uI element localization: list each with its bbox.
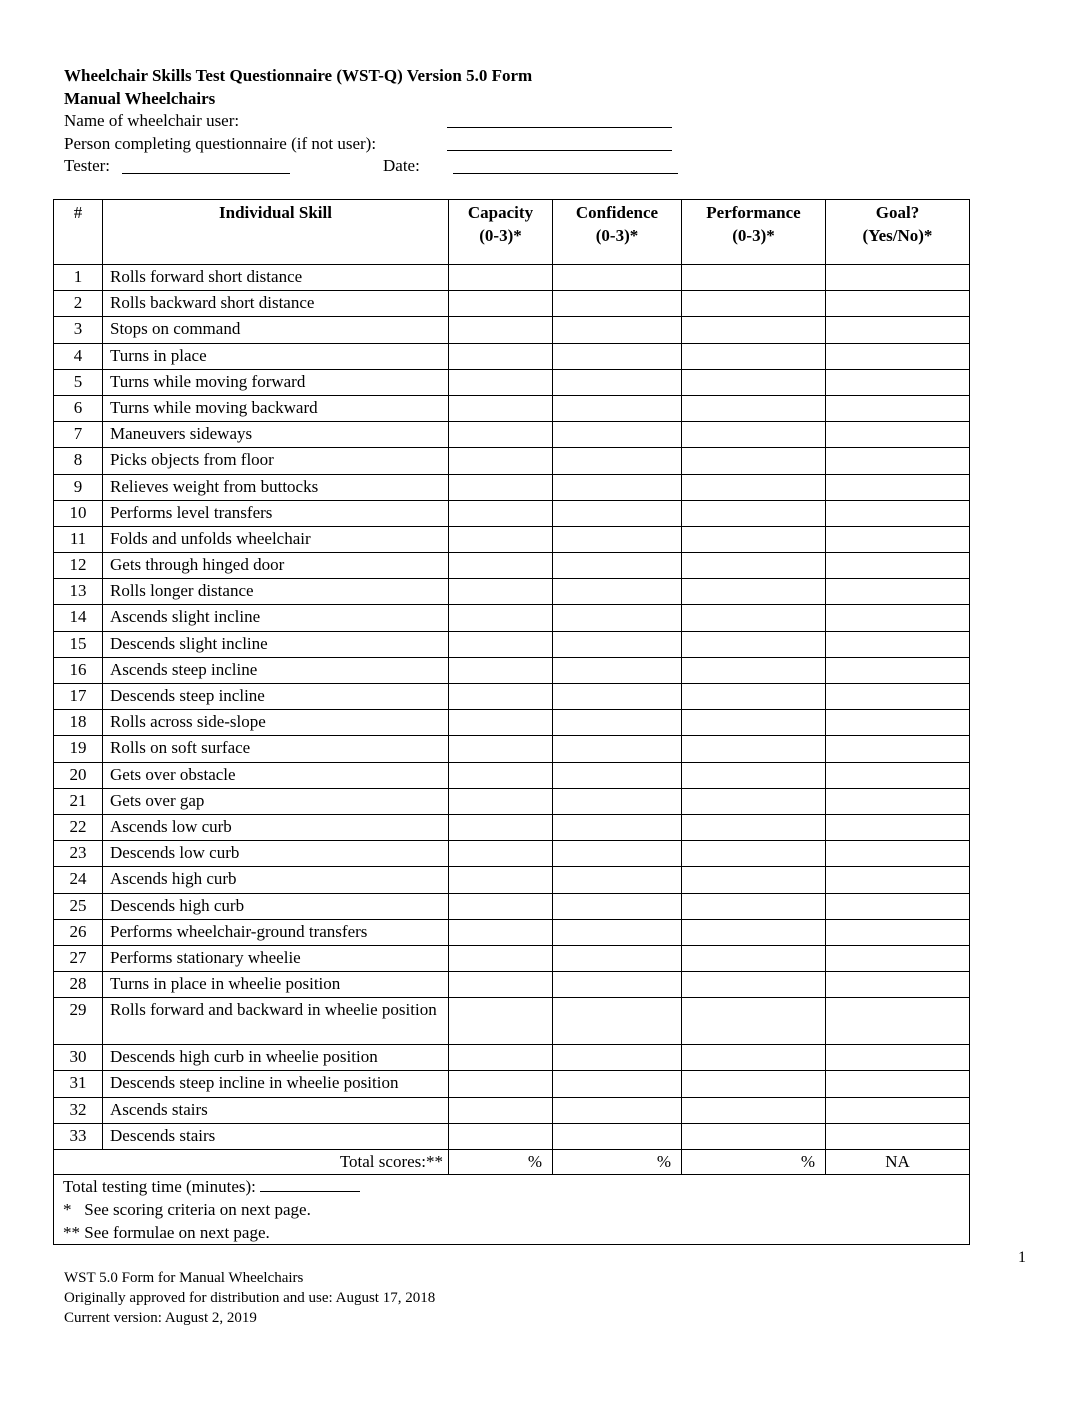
capacity-cell[interactable] (449, 553, 553, 579)
capacity-cell[interactable] (449, 1123, 553, 1149)
performance-cell[interactable] (682, 919, 826, 945)
date-label: Date: (383, 156, 420, 175)
capacity-cell[interactable] (449, 343, 553, 369)
goal-cell[interactable] (826, 762, 970, 788)
note-formulae: ** See formulae on next page. (63, 1223, 270, 1242)
skill-name: Folds and unfolds wheelchair (103, 526, 449, 552)
performance-cell[interactable] (682, 369, 826, 395)
skill-name: Ascends steep incline (103, 657, 449, 683)
table-row (54, 1123, 970, 1149)
table-row (54, 474, 970, 500)
confidence-cell[interactable] (553, 657, 682, 683)
skill-name: Relieves weight from buttocks (103, 474, 449, 500)
capacity-cell[interactable] (449, 919, 553, 945)
skill-number: 15 (54, 631, 103, 657)
total-confidence[interactable]: % (553, 1150, 682, 1175)
goal-cell[interactable] (826, 710, 970, 736)
skill-number: 24 (54, 867, 103, 893)
confidence-cell[interactable] (553, 710, 682, 736)
performance-cell[interactable] (682, 448, 826, 474)
goal-cell[interactable] (826, 526, 970, 552)
capacity-cell[interactable] (449, 579, 553, 605)
footer (64, 1268, 435, 1328)
performance-cell[interactable] (682, 1123, 826, 1149)
confidence-cell[interactable] (553, 395, 682, 421)
confidence-cell[interactable] (553, 814, 682, 840)
skill-number: 4 (54, 343, 103, 369)
goal-cell[interactable] (826, 448, 970, 474)
confidence-cell[interactable] (553, 945, 682, 971)
tester-field[interactable] (122, 173, 290, 174)
confidence-cell[interactable] (553, 265, 682, 291)
skill-number: 17 (54, 684, 103, 710)
capacity-cell[interactable] (449, 998, 553, 1045)
header-capacity-label: Capacity (467, 203, 534, 222)
tester-label: Tester: (64, 156, 111, 175)
total-scores-label: Total scores:** (54, 1150, 449, 1175)
header-goal-scale: (Yes/No)* (862, 226, 933, 245)
confidence-cell[interactable] (553, 369, 682, 395)
performance-cell[interactable] (682, 657, 826, 683)
header-goal-label: Goal? (875, 203, 920, 222)
capacity-cell[interactable] (449, 369, 553, 395)
goal-cell[interactable] (826, 972, 970, 998)
table-row (54, 1071, 970, 1097)
skill-number: 8 (54, 448, 103, 474)
skill-number: 25 (54, 893, 103, 919)
skill-name: Performs wheelchair-ground transfers (103, 919, 449, 945)
confidence-cell[interactable] (553, 553, 682, 579)
skill-number: 13 (54, 579, 103, 605)
capacity-cell[interactable] (449, 762, 553, 788)
capacity-cell[interactable] (449, 422, 553, 448)
performance-cell[interactable] (682, 291, 826, 317)
goal-cell[interactable] (826, 265, 970, 291)
skill-name: Ascends stairs (103, 1097, 449, 1123)
header-capacity-scale: (0-3)* (479, 226, 522, 245)
table-row (54, 369, 970, 395)
capacity-cell[interactable] (449, 684, 553, 710)
goal-cell[interactable] (826, 841, 970, 867)
confidence-cell[interactable] (553, 788, 682, 814)
performance-cell[interactable] (682, 893, 826, 919)
skill-number: 6 (54, 395, 103, 421)
skill-name: Descends steep incline in wheelie position (103, 1071, 449, 1097)
confidence-cell[interactable] (553, 343, 682, 369)
confidence-cell[interactable] (553, 998, 682, 1045)
header-capacity (449, 200, 553, 265)
skill-name: Rolls forward short distance (103, 265, 449, 291)
capacity-cell[interactable] (449, 972, 553, 998)
performance-cell[interactable] (682, 1097, 826, 1123)
skill-number: 28 (54, 972, 103, 998)
performance-cell[interactable] (682, 945, 826, 971)
confidence-cell[interactable] (553, 1071, 682, 1097)
table-row (54, 710, 970, 736)
skill-number: 27 (54, 945, 103, 971)
performance-cell[interactable] (682, 867, 826, 893)
skill-name: Rolls across side-slope (103, 710, 449, 736)
performance-cell[interactable] (682, 605, 826, 631)
skill-number: 19 (54, 736, 103, 762)
table-row (54, 893, 970, 919)
skill-number: 3 (54, 317, 103, 343)
table-row (54, 814, 970, 840)
confidence-cell[interactable] (553, 605, 682, 631)
performance-cell[interactable] (682, 500, 826, 526)
confidence-cell[interactable] (553, 422, 682, 448)
total-goal: NA (826, 1150, 970, 1175)
header-confidence-scale: (0-3)* (595, 226, 639, 245)
footer-line-1: WST 5.0 Form for Manual Wheelchairs (64, 1270, 304, 1286)
table-row (54, 317, 970, 343)
skill-name: Turns in place (103, 343, 449, 369)
capacity-cell[interactable] (449, 893, 553, 919)
title-line-2: Manual Wheelchairs (64, 89, 216, 108)
performance-cell[interactable] (682, 526, 826, 552)
performance-cell[interactable] (682, 343, 826, 369)
table-row (54, 762, 970, 788)
capacity-cell[interactable] (449, 657, 553, 683)
capacity-cell[interactable] (449, 474, 553, 500)
performance-cell[interactable] (682, 736, 826, 762)
table-row (54, 343, 970, 369)
skill-name: Turns in place in wheelie position (103, 972, 449, 998)
goal-cell[interactable] (826, 893, 970, 919)
notes-row (54, 1175, 970, 1245)
performance-cell[interactable] (682, 422, 826, 448)
confidence-cell[interactable] (553, 631, 682, 657)
goal-cell[interactable] (826, 343, 970, 369)
confidence-cell[interactable] (553, 867, 682, 893)
footer-line-2: Originally approved for distribution and use: August 17, 2018 (64, 1290, 436, 1306)
table-row (54, 631, 970, 657)
skill-number: 31 (54, 1071, 103, 1097)
skill-name: Stops on command (103, 317, 449, 343)
header-skill-label: Individual Skill (219, 203, 332, 222)
skill-number: 20 (54, 762, 103, 788)
title-line-1: Wheelchair Skills Test Questionnaire (WST-Q) Version 5.0 Form (64, 66, 533, 85)
performance-cell[interactable] (682, 998, 826, 1045)
goal-cell[interactable] (826, 553, 970, 579)
table-row (54, 265, 970, 291)
confidence-cell[interactable] (553, 841, 682, 867)
confidence-cell[interactable] (553, 448, 682, 474)
notes-cell (54, 1175, 970, 1245)
performance-cell[interactable] (682, 684, 826, 710)
table-row (54, 395, 970, 421)
table-row (54, 919, 970, 945)
skill-name: Descends high curb (103, 893, 449, 919)
form-title (64, 64, 532, 110)
capacity-cell[interactable] (449, 841, 553, 867)
goal-cell[interactable] (826, 1097, 970, 1123)
goal-cell[interactable] (826, 867, 970, 893)
confidence-cell[interactable] (553, 1123, 682, 1149)
confidence-cell[interactable] (553, 474, 682, 500)
table-row (54, 448, 970, 474)
capacity-cell[interactable] (449, 945, 553, 971)
capacity-cell[interactable] (449, 395, 553, 421)
table-row (54, 684, 970, 710)
skill-name: Turns while moving forward (103, 369, 449, 395)
goal-cell[interactable] (826, 657, 970, 683)
confidence-cell[interactable] (553, 526, 682, 552)
capacity-cell[interactable] (449, 710, 553, 736)
header-goal (826, 200, 970, 265)
performance-cell[interactable] (682, 1045, 826, 1071)
capacity-cell[interactable] (449, 526, 553, 552)
table-header-row (54, 200, 970, 265)
skill-name: Picks objects from floor (103, 448, 449, 474)
capacity-cell[interactable] (449, 1097, 553, 1123)
table-row (54, 553, 970, 579)
capacity-cell[interactable] (449, 291, 553, 317)
table-row (54, 1097, 970, 1123)
capacity-cell[interactable] (449, 1071, 553, 1097)
total-capacity[interactable]: % (449, 1150, 553, 1175)
goal-cell[interactable] (826, 1045, 970, 1071)
performance-cell[interactable] (682, 710, 826, 736)
testing-time-label: Total testing time (minutes): (63, 1177, 256, 1196)
performance-cell[interactable] (682, 579, 826, 605)
person-field[interactable] (447, 150, 672, 151)
performance-cell[interactable] (682, 762, 826, 788)
header-confidence-label: Confidence (575, 203, 659, 222)
skill-name: Performs stationary wheelie (103, 945, 449, 971)
table-row (54, 500, 970, 526)
table-row (54, 1045, 970, 1071)
confidence-cell[interactable] (553, 579, 682, 605)
skill-name: Gets over obstacle (103, 762, 449, 788)
skill-number: 21 (54, 788, 103, 814)
date-field[interactable] (453, 173, 678, 174)
table-row (54, 945, 970, 971)
header-performance-scale: (0-3)* (732, 226, 775, 245)
confidence-cell[interactable] (553, 893, 682, 919)
capacity-cell[interactable] (449, 448, 553, 474)
table-row (54, 736, 970, 762)
page-number: 1 (1018, 1249, 1026, 1266)
goal-cell[interactable] (826, 500, 970, 526)
goal-cell[interactable] (826, 736, 970, 762)
performance-cell[interactable] (682, 317, 826, 343)
skill-name: Rolls backward short distance (103, 291, 449, 317)
capacity-cell[interactable] (449, 814, 553, 840)
footer-line-3: Current version: August 2, 2019 (64, 1310, 257, 1326)
skill-number: 14 (54, 605, 103, 631)
performance-cell[interactable] (682, 631, 826, 657)
total-performance[interactable]: % (682, 1150, 826, 1175)
capacity-cell[interactable] (449, 1045, 553, 1071)
table-row (54, 605, 970, 631)
confidence-cell[interactable] (553, 291, 682, 317)
performance-cell[interactable] (682, 1071, 826, 1097)
header-performance (682, 200, 826, 265)
skill-number: 23 (54, 841, 103, 867)
skill-name: Descends high curb in wheelie position (103, 1045, 449, 1071)
skill-number: 33 (54, 1123, 103, 1149)
skill-number: 5 (54, 369, 103, 395)
skill-number: 9 (54, 474, 103, 500)
skill-name: Rolls on soft surface (103, 736, 449, 762)
skill-name: Turns while moving backward (103, 395, 449, 421)
table-row (54, 788, 970, 814)
header-performance-label: Performance (706, 203, 801, 222)
goal-cell[interactable] (826, 317, 970, 343)
confidence-cell[interactable] (553, 1097, 682, 1123)
goal-cell[interactable] (826, 1071, 970, 1097)
performance-cell[interactable] (682, 814, 826, 840)
capacity-cell[interactable] (449, 631, 553, 657)
skill-number: 32 (54, 1097, 103, 1123)
skill-name: Gets over gap (103, 788, 449, 814)
goal-cell[interactable] (826, 919, 970, 945)
goal-cell[interactable] (826, 814, 970, 840)
capacity-cell[interactable] (449, 317, 553, 343)
goal-cell[interactable] (826, 1123, 970, 1149)
header-skill (103, 200, 449, 265)
capacity-cell[interactable] (449, 788, 553, 814)
goal-cell[interactable] (826, 579, 970, 605)
table-row (54, 579, 970, 605)
capacity-cell[interactable] (449, 500, 553, 526)
goal-cell[interactable] (826, 422, 970, 448)
table-row (54, 291, 970, 317)
name-label: Name of wheelchair user: (64, 111, 240, 130)
table-row (54, 972, 970, 998)
goal-cell[interactable] (826, 291, 970, 317)
performance-cell[interactable] (682, 553, 826, 579)
skill-number: 18 (54, 710, 103, 736)
confidence-cell[interactable] (553, 500, 682, 526)
skill-name: Ascends low curb (103, 814, 449, 840)
skill-name: Descends stairs (103, 1123, 449, 1149)
performance-cell[interactable] (682, 395, 826, 421)
skill-number: 22 (54, 814, 103, 840)
performance-cell[interactable] (682, 972, 826, 998)
testing-time-field[interactable] (260, 1176, 360, 1192)
performance-cell[interactable] (682, 841, 826, 867)
performance-cell[interactable] (682, 265, 826, 291)
total-scores-row (54, 1150, 970, 1175)
skill-number: 30 (54, 1045, 103, 1071)
skill-name: Rolls longer distance (103, 579, 449, 605)
skill-number: 10 (54, 500, 103, 526)
skill-number: 2 (54, 291, 103, 317)
goal-cell[interactable] (826, 395, 970, 421)
skill-number: 16 (54, 657, 103, 683)
skill-number: 7 (54, 422, 103, 448)
skills-table (53, 199, 970, 1245)
confidence-cell[interactable] (553, 762, 682, 788)
capacity-cell[interactable] (449, 867, 553, 893)
goal-cell[interactable] (826, 788, 970, 814)
confidence-cell[interactable] (553, 1045, 682, 1071)
performance-cell[interactable] (682, 474, 826, 500)
confidence-cell[interactable] (553, 317, 682, 343)
goal-cell[interactable] (826, 684, 970, 710)
skill-number: 26 (54, 919, 103, 945)
table-row (54, 998, 970, 1045)
confidence-cell[interactable] (553, 919, 682, 945)
person-label: Person completing questionnaire (if not user): (64, 134, 377, 153)
confidence-cell[interactable] (553, 736, 682, 762)
capacity-cell[interactable] (449, 605, 553, 631)
skill-name: Descends slight incline (103, 631, 449, 657)
skill-name: Descends low curb (103, 841, 449, 867)
performance-cell[interactable] (682, 788, 826, 814)
table-row (54, 657, 970, 683)
skill-name: Performs level transfers (103, 500, 449, 526)
confidence-cell[interactable] (553, 684, 682, 710)
skill-name: Maneuvers sideways (103, 422, 449, 448)
header-num: # (54, 200, 103, 265)
skill-name: Ascends high curb (103, 867, 449, 893)
skill-number: 11 (54, 526, 103, 552)
skill-name: Ascends slight incline (103, 605, 449, 631)
goal-cell[interactable] (826, 631, 970, 657)
skill-name: Descends steep incline (103, 684, 449, 710)
goal-cell[interactable] (826, 474, 970, 500)
table-row (54, 867, 970, 893)
skill-name: Rolls forward and backward in wheelie position (103, 998, 449, 1045)
goal-cell[interactable] (826, 945, 970, 971)
header-confidence (553, 200, 682, 265)
name-field[interactable] (447, 127, 672, 128)
table-row (54, 422, 970, 448)
skill-number: 12 (54, 553, 103, 579)
skill-number: 1 (54, 265, 103, 291)
goal-cell[interactable] (826, 998, 970, 1045)
table-row (54, 526, 970, 552)
testing-time-line (63, 1175, 969, 1198)
capacity-cell[interactable] (449, 736, 553, 762)
skill-number: 29 (54, 998, 103, 1045)
note-scoring: * See scoring criteria on next page. (63, 1200, 311, 1219)
table-row (54, 841, 970, 867)
skill-name: Gets through hinged door (103, 553, 449, 579)
capacity-cell[interactable] (449, 265, 553, 291)
confidence-cell[interactable] (553, 972, 682, 998)
goal-cell[interactable] (826, 605, 970, 631)
goal-cell[interactable] (826, 369, 970, 395)
